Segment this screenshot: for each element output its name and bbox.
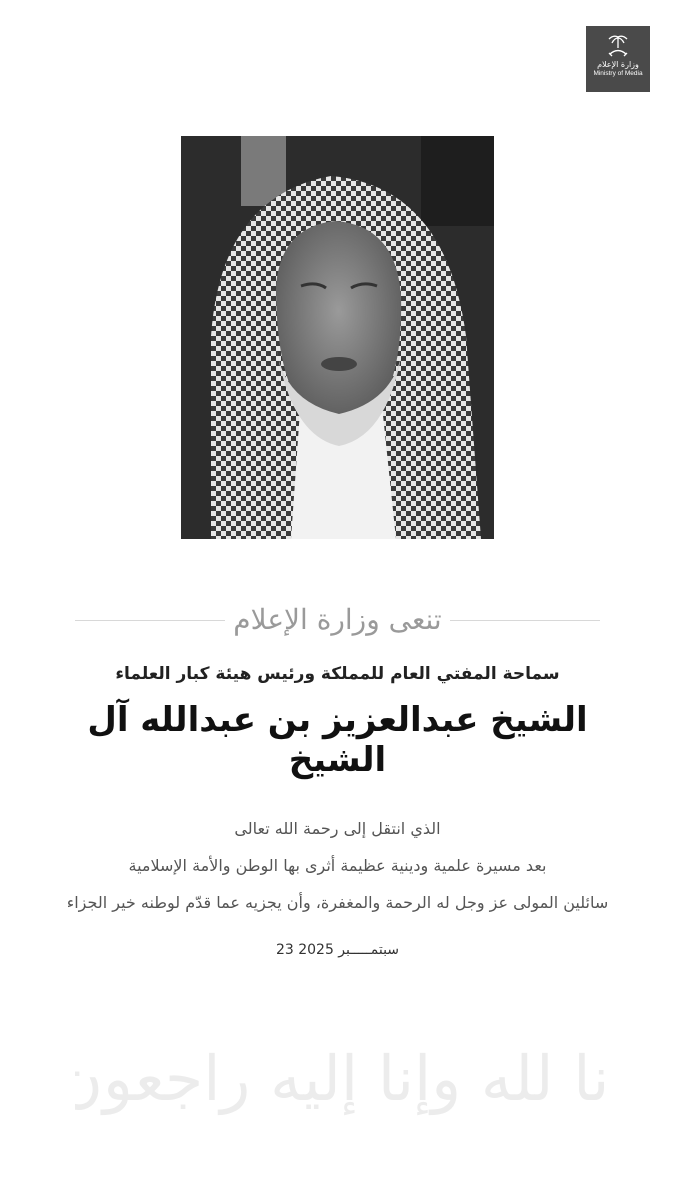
ministry-logo [586,26,650,92]
palm-swords-emblem-icon [605,32,631,58]
heading-title: تنعى وزارة الإعلام [233,603,442,636]
portrait-photo [181,136,494,539]
logo-arabic-text: وزارة الإعلام [597,60,639,69]
body-line: سائلين المولى عز وجل له الرحمة والمغفرة، وأن يجزيه عما قدّم لوطنه خير الجزاء [66,893,609,912]
divider-left [75,620,225,621]
logo-english-text: Ministry of Media [593,70,643,77]
calligraphy-watermark [75,1005,610,1135]
divider-right [450,620,600,621]
condolence-text [40,810,635,921]
body-line: الذي انتقل إلى رحمة الله تعالى [234,819,441,838]
deceased-name: الشيخ عبدالعزيز بن عبدالله آل الشيخ [87,700,588,780]
date-text: 23 سبتمـــــبر 2025 [275,942,400,958]
calligraphy-text: إنا لله وإنا إليه راجعون [75,1042,610,1115]
announcement-heading [75,596,600,644]
body-line: بعد مسيرة علمية ودينية عظيمة أثرى بها الوطن والأمة الإسلامية [128,856,547,875]
position-subtitle: سماحة المفتي العام للمملكة ورئيس هيئة كبار العلماء [115,664,560,684]
